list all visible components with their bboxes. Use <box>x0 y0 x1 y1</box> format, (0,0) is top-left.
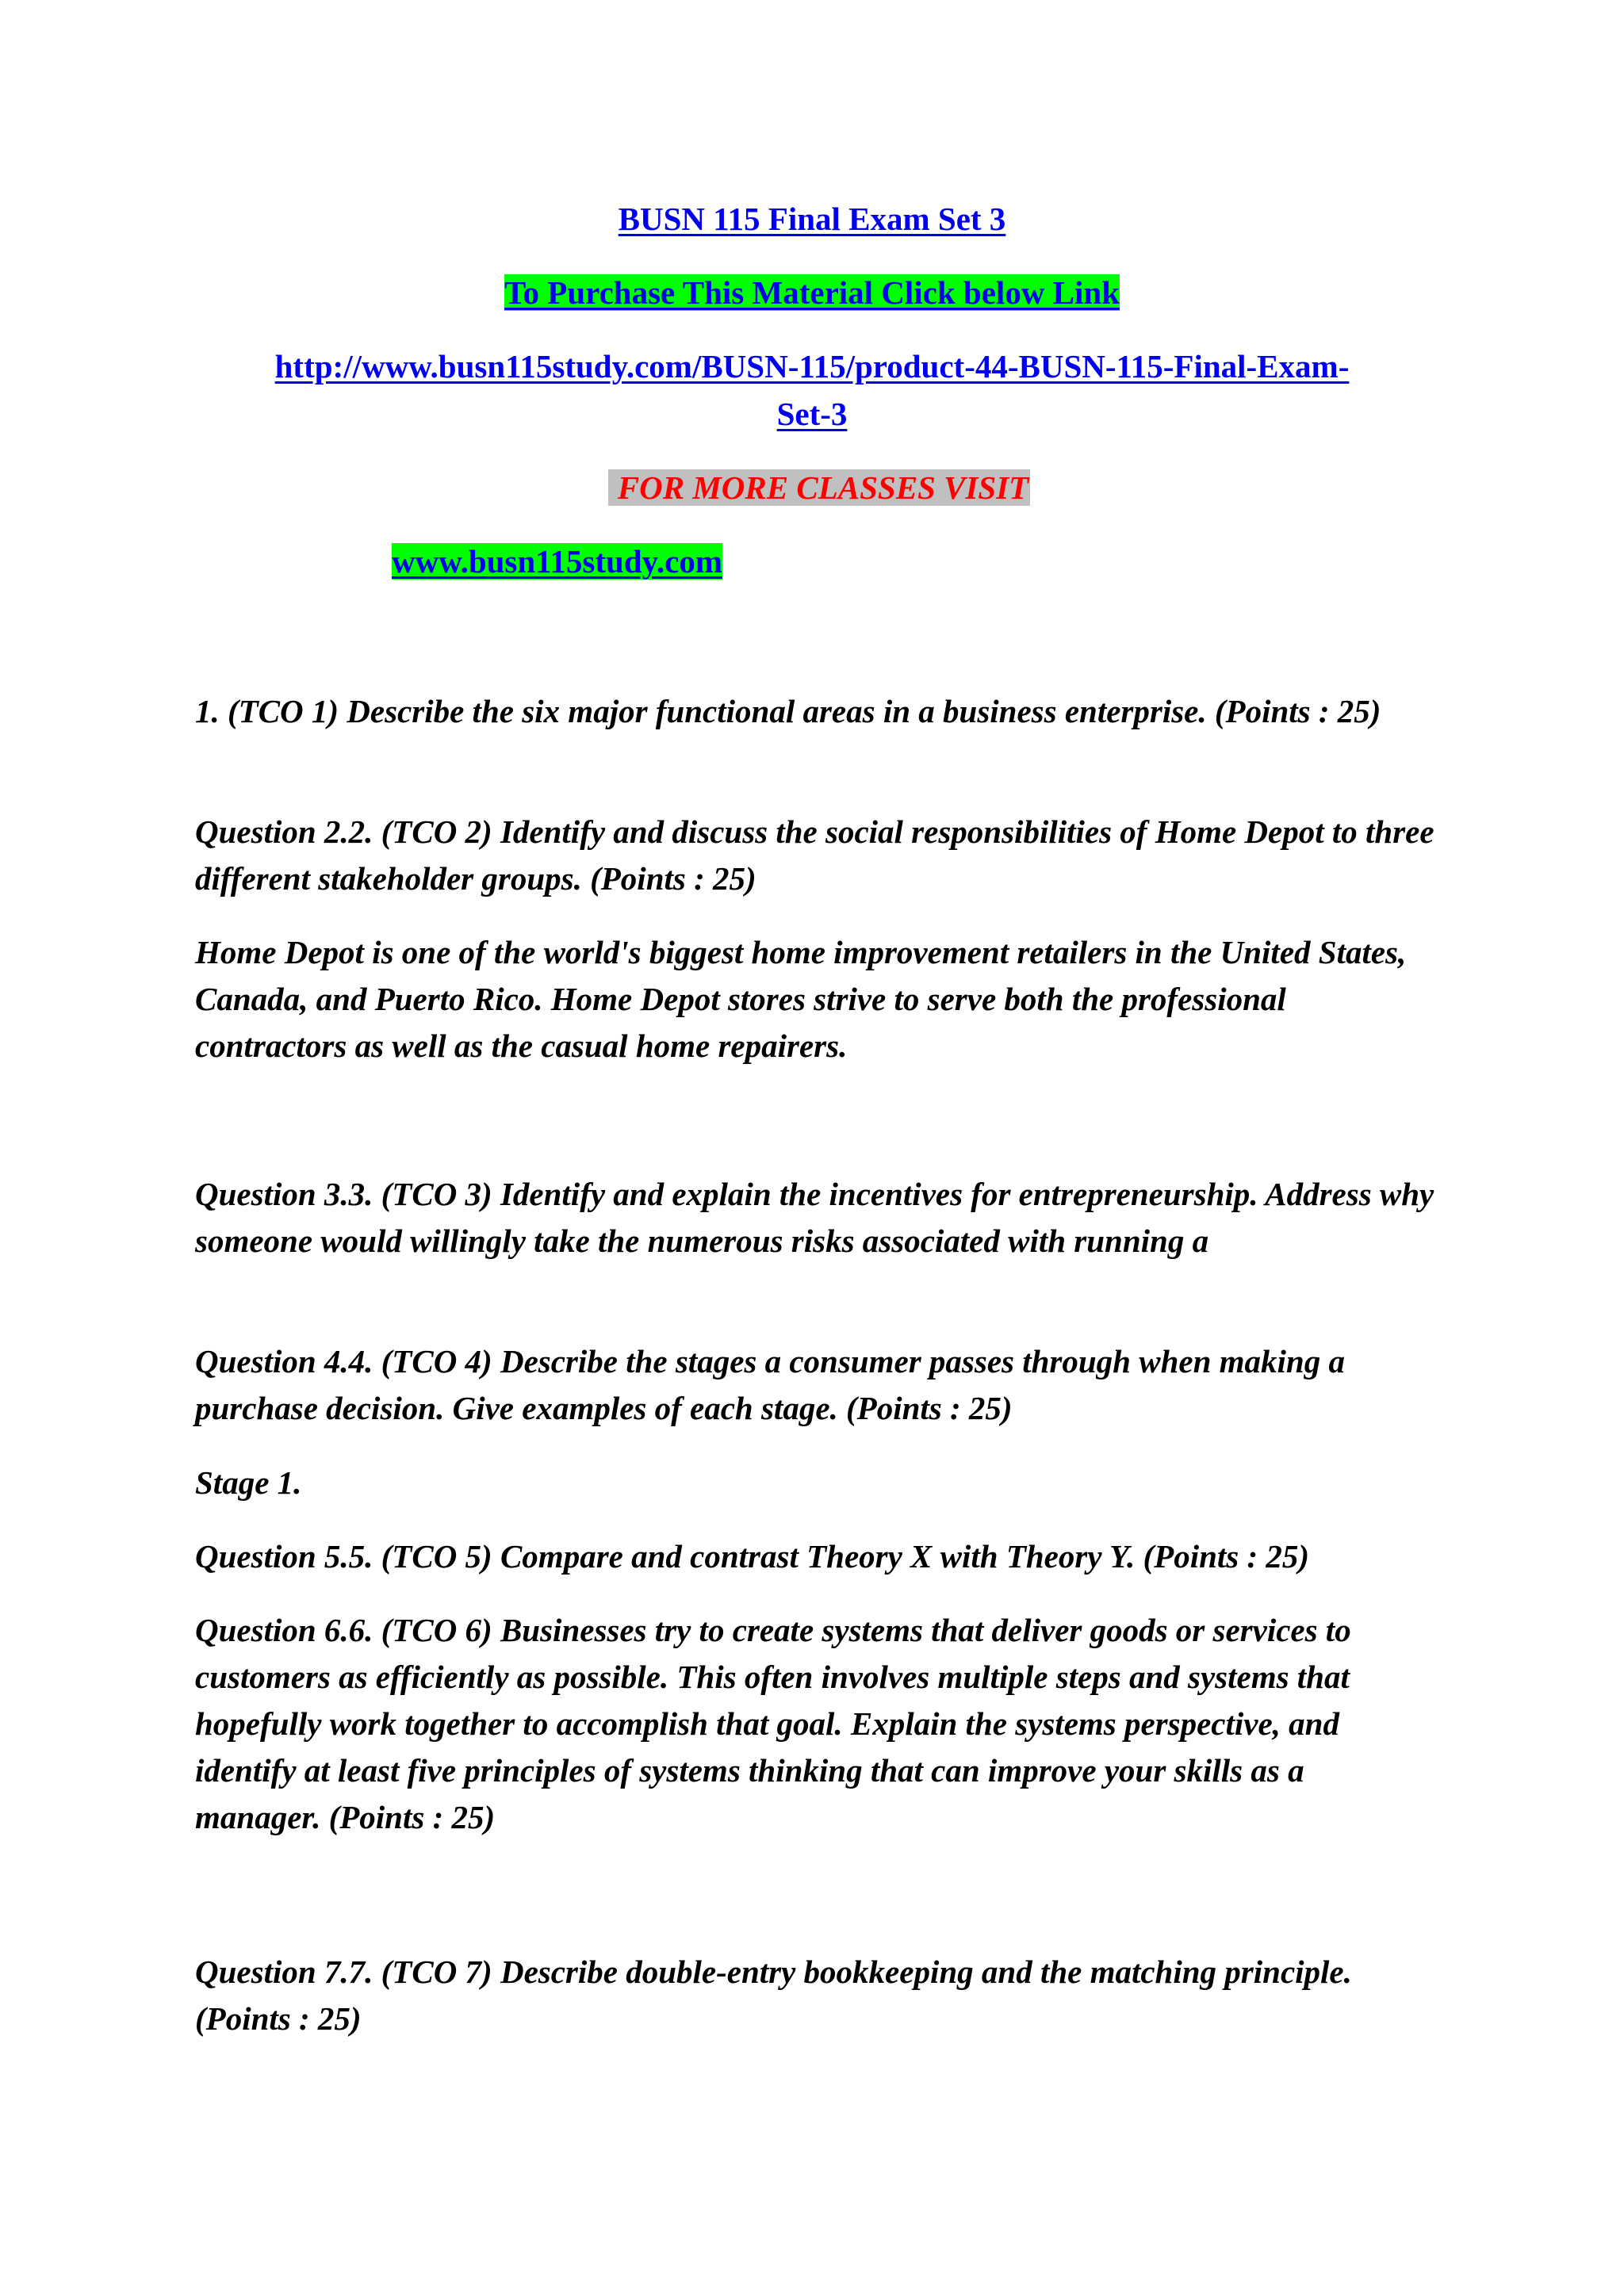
question-6: Question 6.6. (TCO 6) Businesses try to create systems that deliver goods or services to customers as efficiently as possible. This often involves multiple steps and systems that hopefully work together to accomplish that goal. Explain the systems perspective, and identify at least five principles of systems thinking that can improve your skills as a manager. (Points : 25) <box>195 1612 1351 1835</box>
product-url-line-1 <box>0 342 1624 390</box>
title-link[interactable]: BUSN 115 Final Exam Set 3 <box>618 201 1006 237</box>
product-url-line-2 <box>0 390 1624 438</box>
title-line <box>0 195 1624 243</box>
more-classes-text: FOR MORE CLASSES VISIT <box>608 469 1030 506</box>
purchase-line <box>0 269 1624 316</box>
purchase-link[interactable]: To Purchase This Material Click below Link <box>504 274 1120 311</box>
question-3: Question 3.3. (TCO 3) Identify and explain the incentives for entrepreneurship. Address why someone would willingly take the numerous risks associated with running a <box>195 1176 1434 1259</box>
question-5: Question 5.5. (TCO 5) Compare and contrast Theory X with Theory Y. (Points : 25) <box>195 1538 1310 1575</box>
question-2-answer: Home Depot is one of the world's biggest home improvement retailers in the United States, Canada, and Puerto Rico. Home Depot stores strive to serve both the professional contractors as well as the casual home repairers. <box>195 934 1407 1064</box>
site-link-line <box>392 538 722 585</box>
site-link[interactable]: www.busn115study.com <box>392 543 722 580</box>
product-url-link-part2[interactable]: Set-3 <box>776 396 848 432</box>
question-1: 1. (TCO 1) Describe the six major functional areas in a business enterprise. (Points : 25) <box>195 693 1381 729</box>
stage-1: Stage 1. <box>195 1464 302 1501</box>
question-7: Question 7.7. (TCO 7) Describe double-entry bookkeeping and the matching principle. (Points : 25) <box>195 1954 1352 2037</box>
question-2: Question 2.2. (TCO 2) Identify and discuss the social responsibilities of Home Depot to three different stakeholder groups. (Points : 25) <box>195 813 1434 897</box>
question-4: Question 4.4. (TCO 4) Describe the stages a consumer passes through when making a purchase decision. Give examples of each stage. (Points : 25) <box>195 1343 1345 1426</box>
product-url-link-part1[interactable]: http://www.busn115study.com/BUSN-115/product-44-BUSN-115-Final-Exam- <box>274 348 1350 385</box>
more-classes-line <box>7 464 1624 511</box>
